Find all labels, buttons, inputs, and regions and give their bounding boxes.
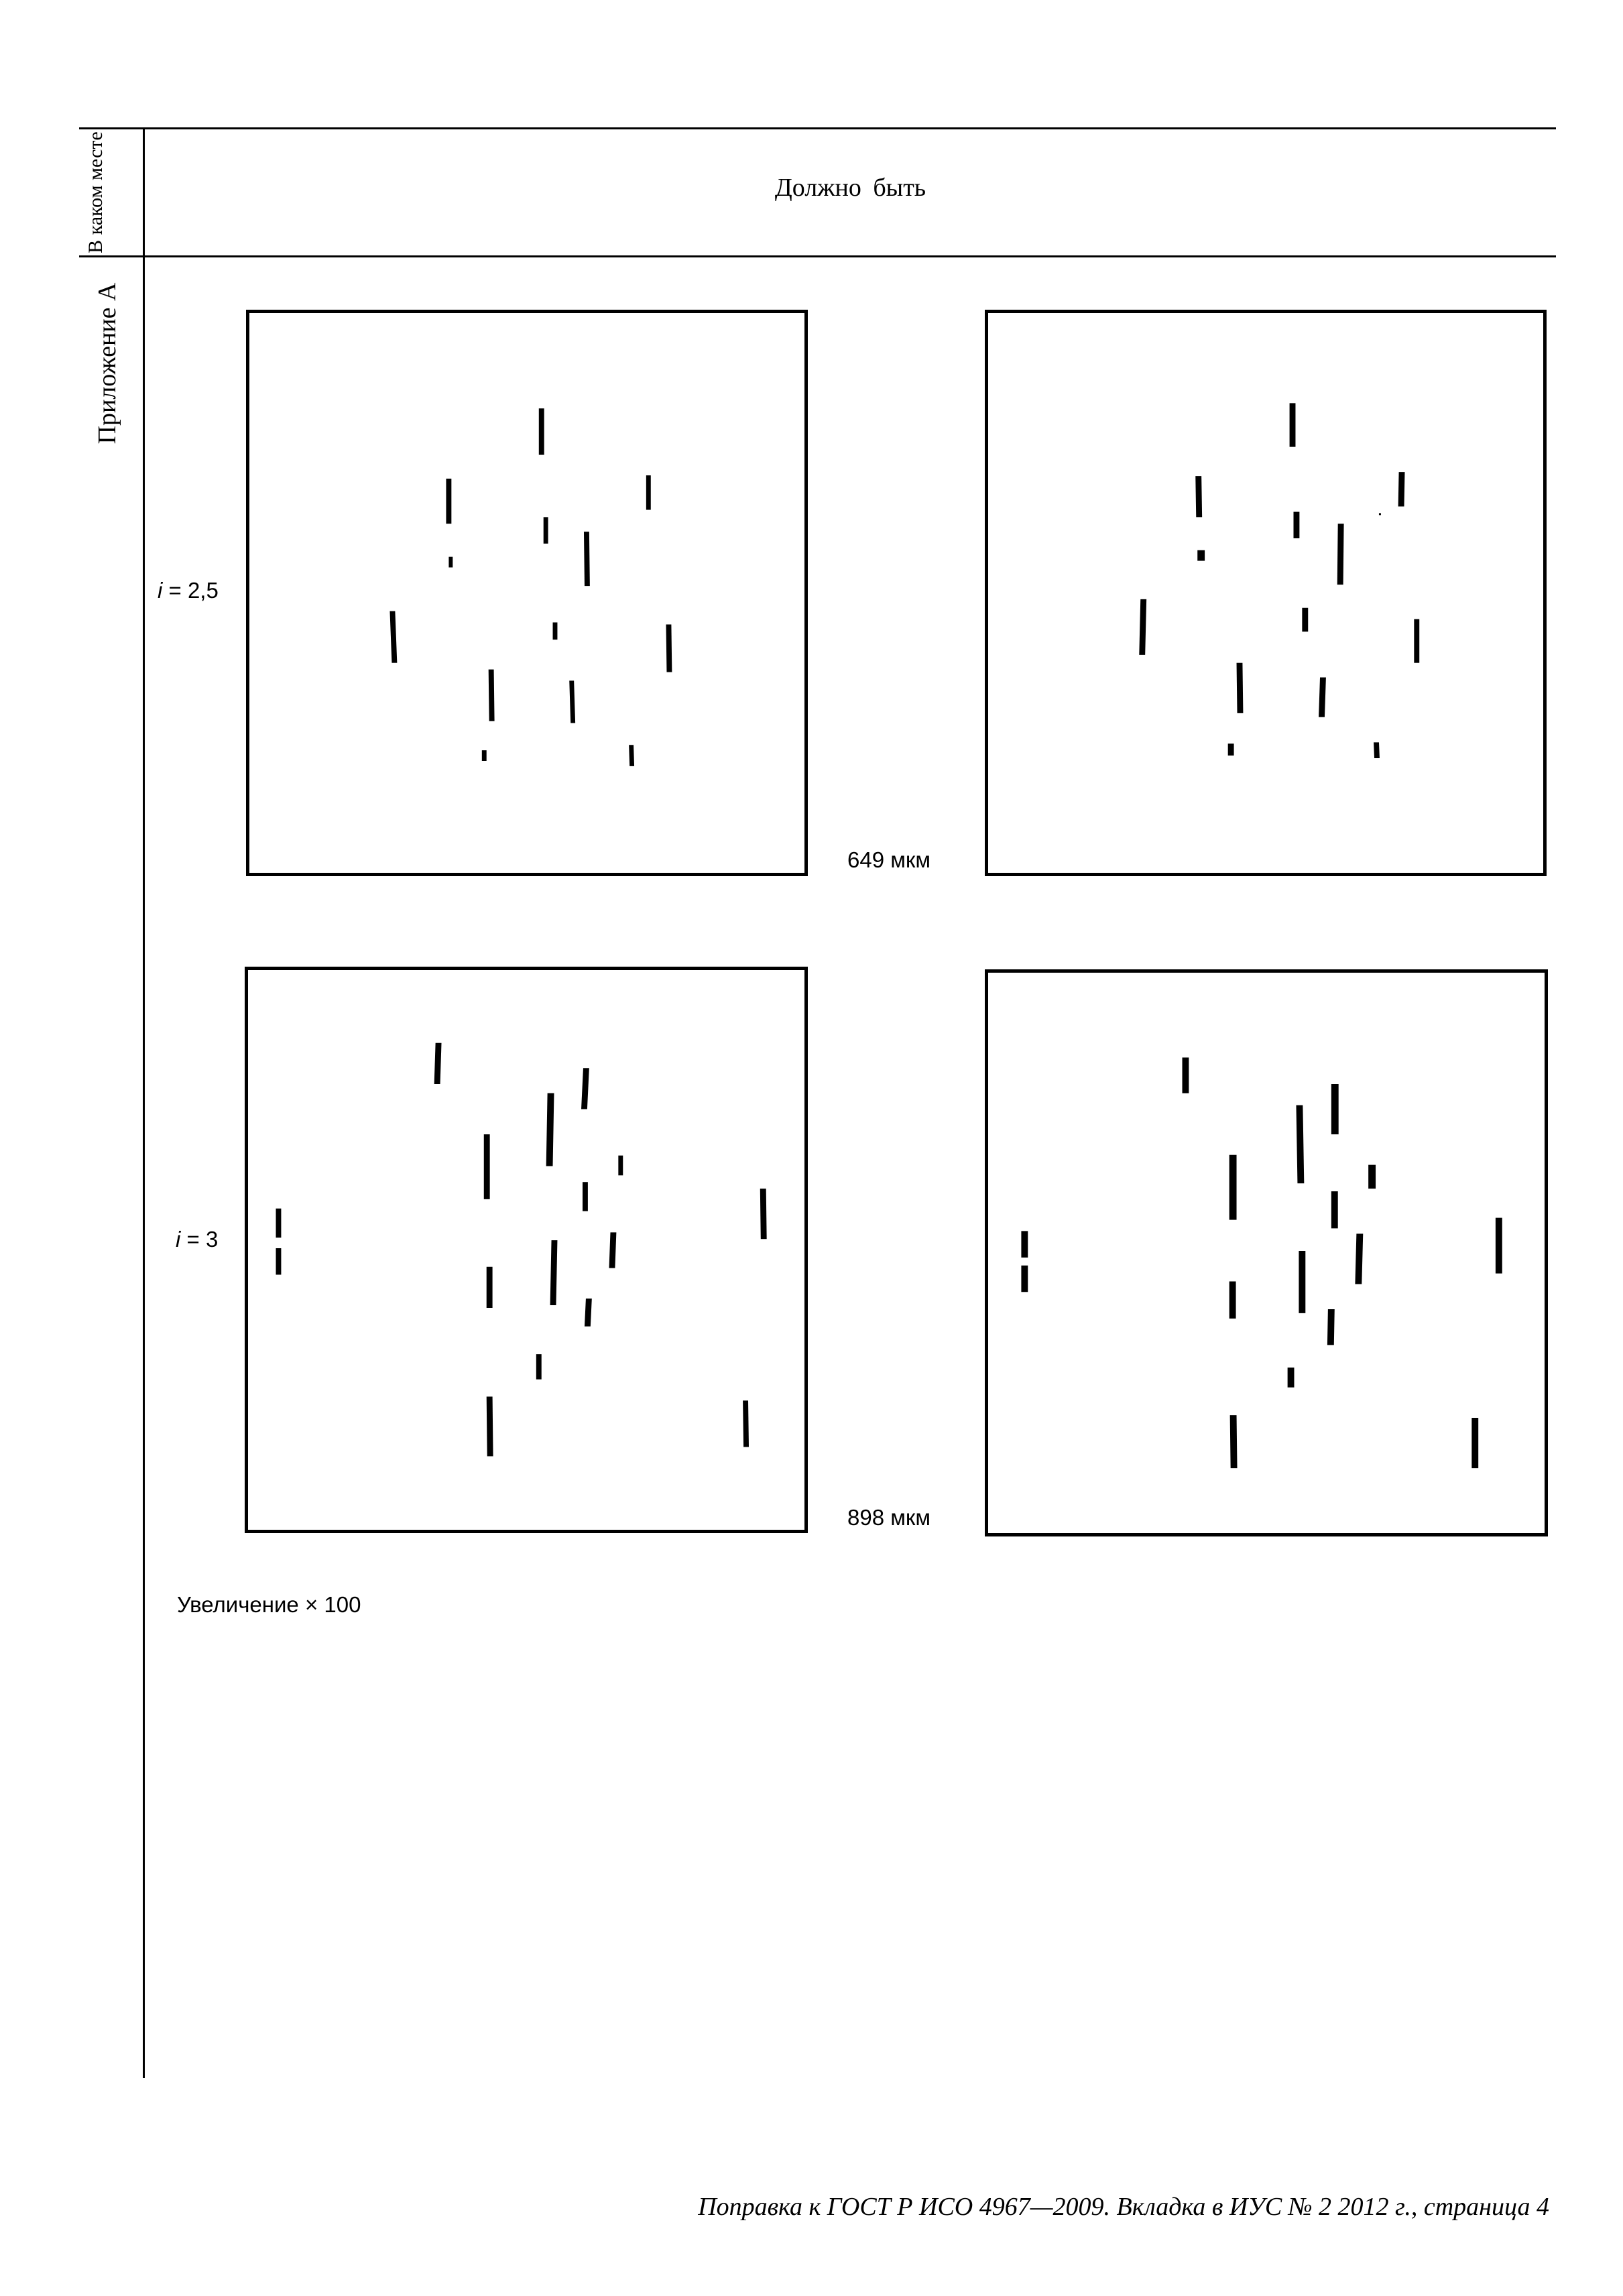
inclusion-mark: [1230, 1415, 1238, 1468]
inclusion-mark: [1237, 663, 1244, 713]
inclusion-mark: [276, 1209, 282, 1237]
inclusion-mark: [1021, 1266, 1028, 1292]
table-top-border: [79, 127, 1556, 129]
micrograph-panel-2: [985, 310, 1547, 876]
inclusion-mark: [629, 745, 634, 766]
inclusion-mark: [482, 750, 487, 761]
inclusion-mark: [539, 408, 544, 455]
inclusion-mark: [553, 622, 558, 640]
inclusion-mark: [1496, 1218, 1502, 1274]
inclusion-mark: [618, 1156, 623, 1176]
inclusion-mark: [1379, 513, 1381, 515]
micrograph-panel-3-drawing: [248, 970, 804, 1530]
column-left-label: [86, 122, 129, 263]
inclusion-mark: [760, 1189, 767, 1239]
inclusion-mark: [1355, 1233, 1363, 1284]
inclusion-mark: [1288, 1368, 1295, 1388]
inclusion-mark: [1293, 511, 1299, 538]
row-2-variable: i: [176, 1227, 181, 1252]
inclusion-mark: [569, 680, 575, 723]
inclusion-mark: [1183, 1057, 1189, 1093]
inclusion-mark: [446, 479, 451, 524]
inclusion-mark: [1229, 1155, 1237, 1220]
inclusion-mark: [584, 532, 590, 586]
page-footer: Поправка к ГОСТ Р ИСО 4967—2009. Вкладка в ИУС № 2 2012 г., страница 4: [698, 2193, 1549, 2221]
row-1-value: = 2,5: [162, 578, 219, 603]
inclusion-mark: [544, 517, 548, 544]
micrograph-panel-3: [245, 967, 808, 1533]
row-2-scale-label: 898 мкм: [847, 1505, 931, 1530]
inclusion-mark: [585, 1298, 592, 1327]
inclusion-mark: [546, 1093, 554, 1166]
micrograph-panel-4-drawing: [988, 973, 1545, 1533]
inclusion-mark: [1337, 524, 1344, 585]
inclusion-mark: [1021, 1231, 1028, 1258]
inclusion-mark: [1319, 677, 1326, 717]
inclusion-mark: [1228, 743, 1234, 756]
inclusion-mark: [609, 1232, 617, 1268]
section-location-label: Приложение А: [93, 282, 121, 444]
inclusion-mark: [1299, 1251, 1305, 1313]
inclusion-mark: [487, 1267, 493, 1308]
inclusion-mark: [489, 670, 495, 721]
table-header-separator: [79, 255, 1556, 257]
inclusion-mark: [1197, 550, 1205, 561]
row-2-value: = 3: [180, 1227, 219, 1252]
micrograph-panel-4: [985, 969, 1548, 1536]
inclusion-mark: [1139, 599, 1146, 655]
inclusion-mark: [1290, 403, 1296, 446]
row-1-variable: i: [158, 578, 163, 603]
inclusion-mark: [1331, 1084, 1339, 1134]
magnification-label: Увеличение × 100: [177, 1592, 361, 1617]
inclusion-mark: [646, 475, 651, 509]
inclusion-mark: [484, 1134, 490, 1199]
inclusion-mark: [389, 611, 397, 663]
micrograph-panel-2-drawing: [988, 313, 1543, 873]
table-column-separator: [143, 127, 145, 2078]
inclusion-mark: [1374, 742, 1380, 758]
inclusion-mark: [448, 557, 453, 568]
inclusion-mark: [1471, 1418, 1478, 1468]
inclusion-mark: [1331, 1191, 1338, 1228]
inclusion-mark: [1414, 619, 1419, 663]
inclusion-mark: [1398, 472, 1405, 506]
inclusion-mark: [1327, 1309, 1335, 1345]
inclusion-mark: [1195, 476, 1202, 517]
inclusion-mark: [1229, 1281, 1236, 1318]
inclusion-mark: [743, 1400, 749, 1447]
inclusion-mark: [1302, 608, 1308, 632]
inclusion-mark: [487, 1396, 493, 1456]
inclusion-mark: [276, 1248, 282, 1275]
inclusion-mark: [1296, 1105, 1304, 1184]
row-2-parameter-label: [176, 1227, 218, 1252]
inclusion-mark: [536, 1354, 542, 1380]
micrograph-panel-1: [246, 310, 808, 876]
inclusion-mark: [583, 1182, 588, 1211]
row-1-scale-label: 649 мкм: [847, 847, 931, 872]
inclusion-mark: [581, 1068, 589, 1109]
micrograph-panel-1-drawing: [249, 313, 804, 873]
column-left-label-text: В каком месте: [84, 131, 107, 253]
row-1-parameter-label: [158, 578, 219, 603]
inclusion-mark: [666, 624, 672, 672]
column-main-title: Должно быть: [774, 174, 926, 202]
inclusion-mark: [1368, 1165, 1376, 1189]
inclusion-mark: [434, 1043, 442, 1084]
inclusion-mark: [550, 1240, 558, 1305]
